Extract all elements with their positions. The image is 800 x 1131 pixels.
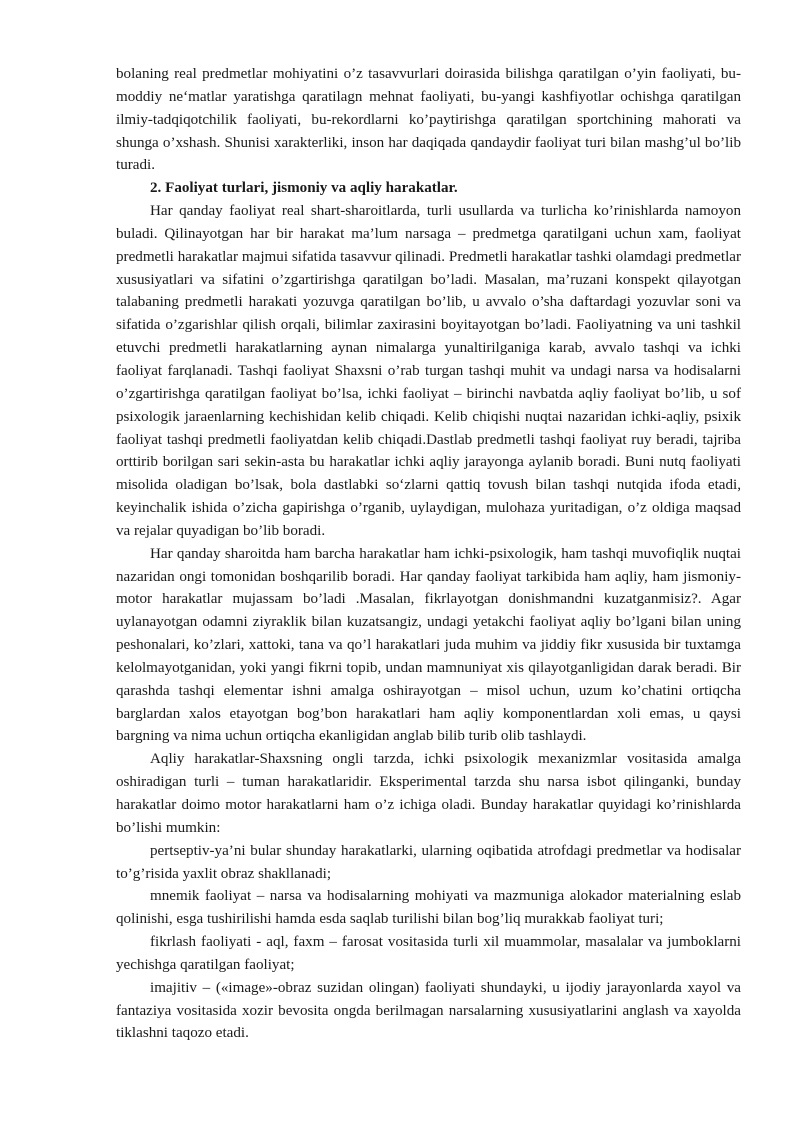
- paragraph-mental-actions: Aqliy harakatlar-Shaxsning ongli tarzda, ichki psixologik mexanizmlar vositasida amalga oshiradigan turli – tuman harakatlaridir. Eksperimental tarzda shu narsa isbot qilinganki, bunday harakatlar doimo motor harakatlarni ham o’z ichiga oladi. Bunday harakatlar quyidagi ko’rinishlarda bo’lishi mumkin:: [116, 751, 741, 836]
- paragraph-perceptive: pertseptiv-ya’ni bular shunday harakatlarki, ularning oqibatida atrofdagi predmetlar va hodisalar to’g’risida yaxlit obraz shakllanadi;: [116, 842, 741, 882]
- paragraph-intro: bolaning real predmetlar mohiyatini o’z tasavvurlari doirasida bilishga qaratilgan o’yin faoliyati, bu-moddiy ne‘matlar yaratishga qaratilagn mehnat faoliyati, bu-yangi kashfiyotlar ochishga qaratilgan ilmiy-tadqiqotchilik faoliyati, bu-rekordlarni ko’paytirishga qaratilgan sportchining mahorati va shunga o’xshash. Shunisi xarakterliki, inson har daqiqada qandaydir faoliyat turi bilan mashg’ul bo’lib turadi.: [116, 66, 741, 174]
- paragraph-activity-forms: Har qanday faoliyat real shart-sharoitlarda, turli usullarda va turlicha ko’rinishlarda namoyon buladi. Qilinayotgan har bir harakat ma’lum narsaga – predmetga qaratilgani uchun xam, faoliyat predmetli harakatlar majmui sifatida tasavvur qilinadi. Predmetli harakatlar tashki olamdagi predmetlar xususiyatlari va sifatini o’zgartirishga qaratilgan bo’ladi. Masalan, ma’ruzani konspekt qilayotgan talabaning predmetli harakati yozuvga qaratilgan bo’lib, u avvalo o’sha daftardagi yozuvlar soni va sifatida o’zgarishlar qilish orqali, bilimlar zaxirasini boyitayotgan bo’ladi. Faoliyatning va uni tashkil etuvchi predmetli harakatlarning aynan nimalarga yunaltirilganiga karab, avvalo tashqi va ichki faoliyat farqlanadi. Tashqi faoliyat Shaxsni o’rab turgan tashqi muhit va undagi narsa va hodisalarni o’zgartirishga qaratilgan faoliyat bo’lsa, ichki faoliyat – birinchi navbatda aqliy faoliyat bo’lib, u sof psixologik jaraenlarning kechishidan kelib chiqadi. Kelib chiqishi nuqtai nazaridan ichki-aqliy, psixik faoliyat tashqi predmetli faoliyatdan kelib chiqadi.Dastlab predmetli tashqi faoliyat ruy beradi, tajriba orttirib borilgan sari sekin-asta bu harakatlar ichki aqliy jarayonga aylanib boradi. Buni nutq faoliyati misolida oladigan bo’lsak, bola dastlabki so‘zlarni qattiq tovush bilan tashqi nutqida ifoda etadi, keyinchalik ishida o’zicha gapirishga o’rganib, uylaydigan, mulohaza yuritadigan, o’z oldiga maqsad va rejalar quyadigan bo’lib boradi.: [116, 203, 741, 539]
- section-heading: 2. Faoliyat turlari, jismoniy va aqliy harakatlar.: [150, 180, 458, 197]
- paragraph-thinking: fikrlash faoliyati - aql, faxm – farosat vositasida turli xil muammolar, masalalar va jumboklarni yechishga qaratilgan faoliyat;: [116, 934, 741, 973]
- paragraph-mental-motor: Har qanday sharoitda ham barcha harakatlar ham ichki-psixologik, ham tashqi muvofiqlik nuqtai nazaridan ongi tomonidan boshqarilib boradi. Har qanday faoliyat tarkibida ham aqliy, ham jismoniy-motor harakatlar mujassam bo’ladi .Masalan, fikrlayotgan donishmandni kuzatganmisiz?. Agar uylanayotgan odamni ziyraklik bilan kuzatsangiz, undagi yetakchi faoliyat aqliy bo’lgani bilan uning peshonalari, ko’zlari, xattoki, tana va qo’l harakatlari juda muhim va jiddiy fikr xususida bir tuxtamga kelolmayotganidan, yoki yangi fikrni topib, undan mamnuniyat xis qilayotganligidan darak beradi. Bir qarashda tashqi elementar ishni amalga oshirayotgan – misol uchun, uzum ko’chatini ortiqcha barglardan xalos etayotgan bog’bon harakatlari ham aqliy komponentlardan xoli emas, u qaysi bargning va nima uchun ortiqcha ekanligidan anglab bilib turib olib tashlaydi.: [116, 545, 741, 745]
- paragraph-imaginative: imajitiv – («image»-obraz suzidan olingan) faoliyati shundayki, u ijodiy jarayonlarda xayol va fantaziya vositasida xozir bevosita ongda berilmagan narsalarning xususiyatlarini anglash va xayolda tiklashni taqozo etadi.: [116, 979, 741, 1042]
- paragraph-mnemic: mnemik faoliyat – narsa va hodisalarning mohiyati va mazmuniga alokador materialning eslab qolinishi, esga tushirilishi hamda esda saqlab turilishi bilan bog’liq murakkab faoliyat turi;: [116, 888, 741, 928]
